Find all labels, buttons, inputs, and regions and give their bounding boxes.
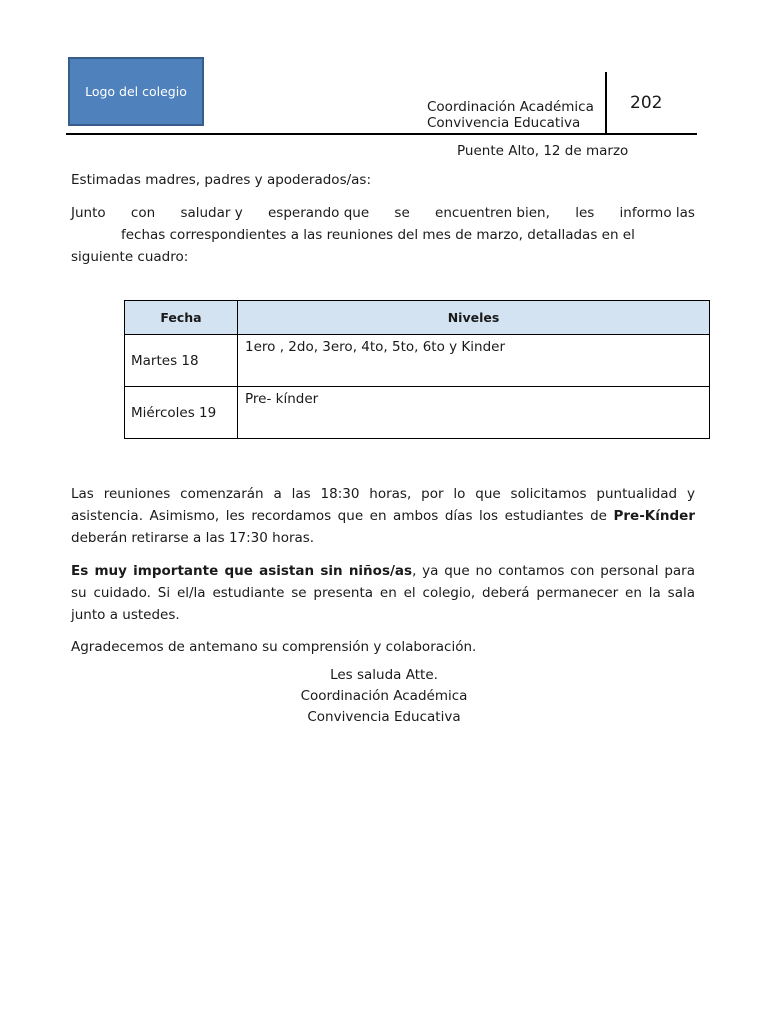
intro-paragraph [71, 202, 695, 268]
intro-word: encuentren bien, [435, 205, 550, 221]
meetings-table [124, 300, 710, 439]
table-cell-fecha: Martes 18 [125, 335, 238, 387]
date-line: Puente Alto, 12 de marzo [457, 143, 629, 159]
table-header-row [125, 301, 710, 335]
closing-line-3: Convivencia Educativa [307, 709, 461, 725]
intro-line-1 [71, 202, 695, 224]
intro-word: les [575, 205, 595, 221]
closing-line-2: Coordinación Académica [300, 688, 468, 704]
greeting: Estimadas madres, padres y apoderados/as: [71, 172, 372, 188]
table-row [125, 387, 710, 439]
table-cell-fecha: Miércoles 19 [125, 387, 238, 439]
year-text: 202 [630, 93, 663, 113]
intro-word: Junto [71, 205, 106, 221]
department-line-2: Convivencia Educativa [427, 115, 581, 131]
table-row [125, 335, 710, 387]
important-paragraph [71, 560, 695, 626]
department-line-1: Coordinación Académica [427, 99, 594, 115]
closing-line-1: Les saluda Atte. [330, 667, 438, 683]
intro-word: esperando que [268, 205, 370, 221]
schedule-paragraph [71, 483, 695, 549]
important-text: , ya que no contamos con personal para su cuidado. Si el/la estudiante se presenta en el colegio, deberá permanecer en la sala junto a ustedes. [71, 563, 695, 623]
schedule-text-b: deberán retirarse a las 17:30 horas. [71, 530, 315, 546]
closing-block [71, 665, 697, 728]
department-heading [427, 99, 594, 131]
intro-word: saludar y [180, 205, 243, 221]
intro-word: informo las [619, 205, 695, 221]
important-text-bold: Es muy importante que asistan sin niños/as [71, 563, 413, 579]
intro-line-3: siguiente cuadro: [71, 249, 189, 265]
schedule-text-bold: Pre-Kínder [613, 508, 695, 524]
intro-word: con [130, 205, 156, 221]
table-header-fecha: Fecha [125, 301, 238, 335]
intro-word: se [394, 205, 410, 221]
school-logo-placeholder [68, 57, 204, 126]
table-cell-niveles: 1ero , 2do, 3ero, 4to, 5to, 6to y Kinder [238, 335, 710, 387]
thanks-paragraph: Agradecemos de antemano su comprensión y colaboración. [71, 639, 477, 655]
header-vertical-rule [605, 72, 607, 135]
intro-line-2: fechas correspondientes a las reuniones del mes de marzo, detalladas en el [121, 227, 635, 243]
table-cell-niveles: Pre- kínder [238, 387, 710, 439]
logo-text: Logo del colegio [85, 84, 187, 99]
table-header-niveles: Niveles [238, 301, 710, 335]
schedule-text-a: Las reuniones comenzarán a las 18:30 horas, por lo que solicitamos puntualidad y asistencia. Asimismo, les recordamos que en ambos días los estudiantes de [71, 486, 695, 524]
header-horizontal-rule [66, 133, 697, 135]
